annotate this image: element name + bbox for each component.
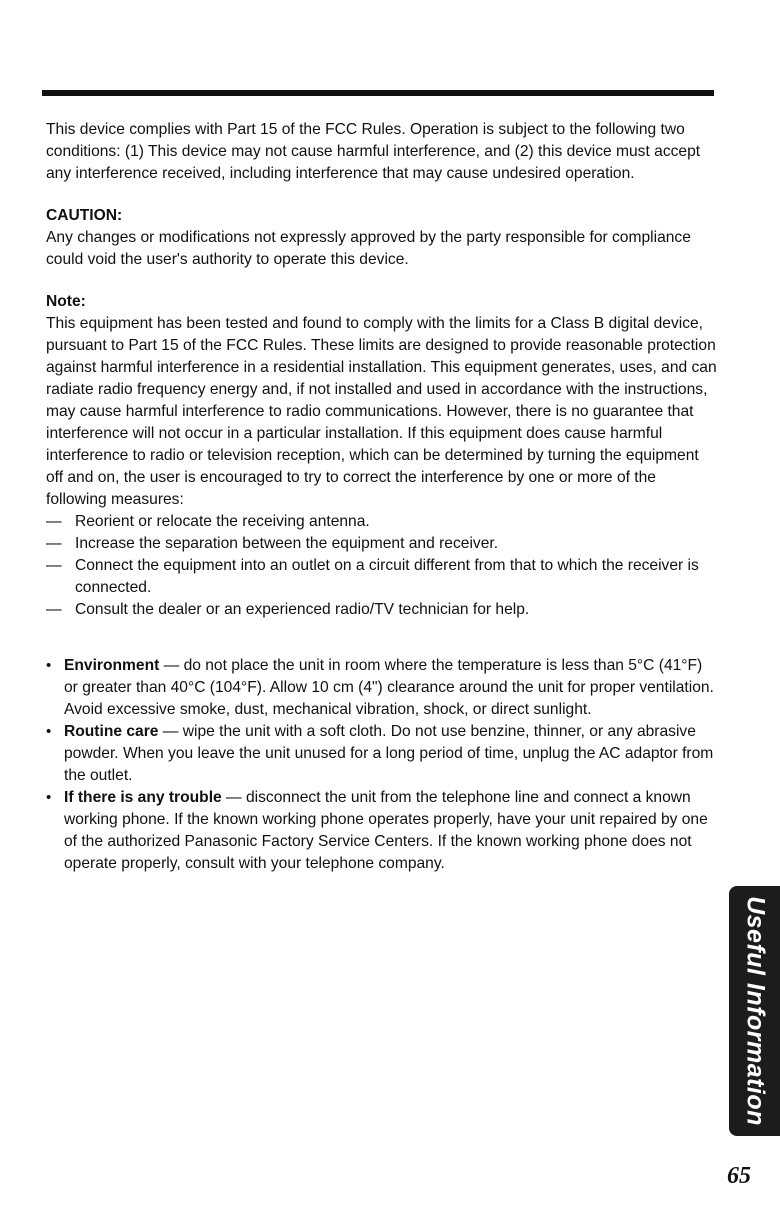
page-number: 65 xyxy=(727,1163,751,1189)
fcc-statement: This device complies with Part 15 of the FCC Rules. Operation is subject to the following two conditions: (1) This device may not cause harmful interference, and (2) this device must accept any interference received, including interference that may cause undesired operation. xyxy=(46,121,701,182)
top-divider-rule xyxy=(42,90,714,96)
list-item xyxy=(46,599,718,621)
page-content xyxy=(46,119,718,875)
list-item xyxy=(46,555,718,599)
care-bullets-list xyxy=(46,655,718,875)
caution-text: Any changes or modifications not expressly approved by the party responsible for compliance could void the user's authority to operate this device. xyxy=(46,229,691,268)
list-item xyxy=(46,533,718,555)
dash-marker: — xyxy=(46,513,62,530)
bullet-term: Routine care xyxy=(64,723,159,740)
list-item xyxy=(46,787,718,875)
bullet-icon: • xyxy=(46,723,52,740)
bullet-icon: • xyxy=(46,789,52,806)
dash-marker: — xyxy=(46,601,62,618)
list-item xyxy=(46,511,718,533)
measure-text: Connect the equipment into an outlet on a circuit different from that to which the receiver is connected. xyxy=(75,557,699,596)
bullet-text: — disconnect the unit from the telephone line and connect a known working phone. If the known working phone operates properly, have your unit repaired by one of the authorized Panasonic Factory Service Centers. If the known working phone does not operate properly, consult with your telephone company. xyxy=(64,789,708,872)
dash-marker: — xyxy=(46,557,62,574)
bullet-term: Environment xyxy=(64,657,160,674)
list-item xyxy=(46,655,718,721)
side-tab-label: Useful Information xyxy=(741,896,769,1126)
list-item xyxy=(46,721,718,787)
note-heading: Note: xyxy=(46,293,86,310)
section-side-tab xyxy=(729,886,780,1136)
bullet-term: If there is any trouble xyxy=(64,789,222,806)
caution-heading: CAUTION: xyxy=(46,207,123,224)
interference-measures-list xyxy=(46,511,718,621)
measure-text: Increase the separation between the equipment and receiver. xyxy=(75,535,499,552)
dash-marker: — xyxy=(46,535,62,552)
bullet-text: — do not place the unit in room where the temperature is less than 5°C (41°F) or greater than 40°C (104°F). Allow 10 cm (4") clearance around the unit for proper ventilation. Avoid excessive smoke, dust, mechanical vibration, shock, or direct sunlight. xyxy=(64,657,714,718)
bullet-text: — wipe the unit with a soft cloth. Do not use benzine, thinner, or any abrasive powder. When you leave the unit unused for a long period of time, unplug the AC adaptor from the outlet. xyxy=(64,723,714,784)
measure-text: Reorient or relocate the receiving antenna. xyxy=(75,513,370,530)
bullet-icon: • xyxy=(46,657,52,674)
note-text: This equipment has been tested and found to comply with the limits for a Class B digital device, pursuant to Part 15 of the FCC Rules. These limits are designed to provide reasonable protection against harmful interference in a residential installation. This equipment generates, uses, and can radiate radio frequency energy and, if not installed and used in accordance with the instructions, may cause harmful interference to radio communications. However, there is no guarantee that interference will not occur in a particular installation. If this equipment does cause harmful interference to radio or television reception, which can be determined by turning the equipment off and on, the user is encouraged to try to correct the interference by one or more of the following measures: xyxy=(46,315,717,508)
measure-text: Consult the dealer or an experienced radio/TV technician for help. xyxy=(75,601,530,618)
